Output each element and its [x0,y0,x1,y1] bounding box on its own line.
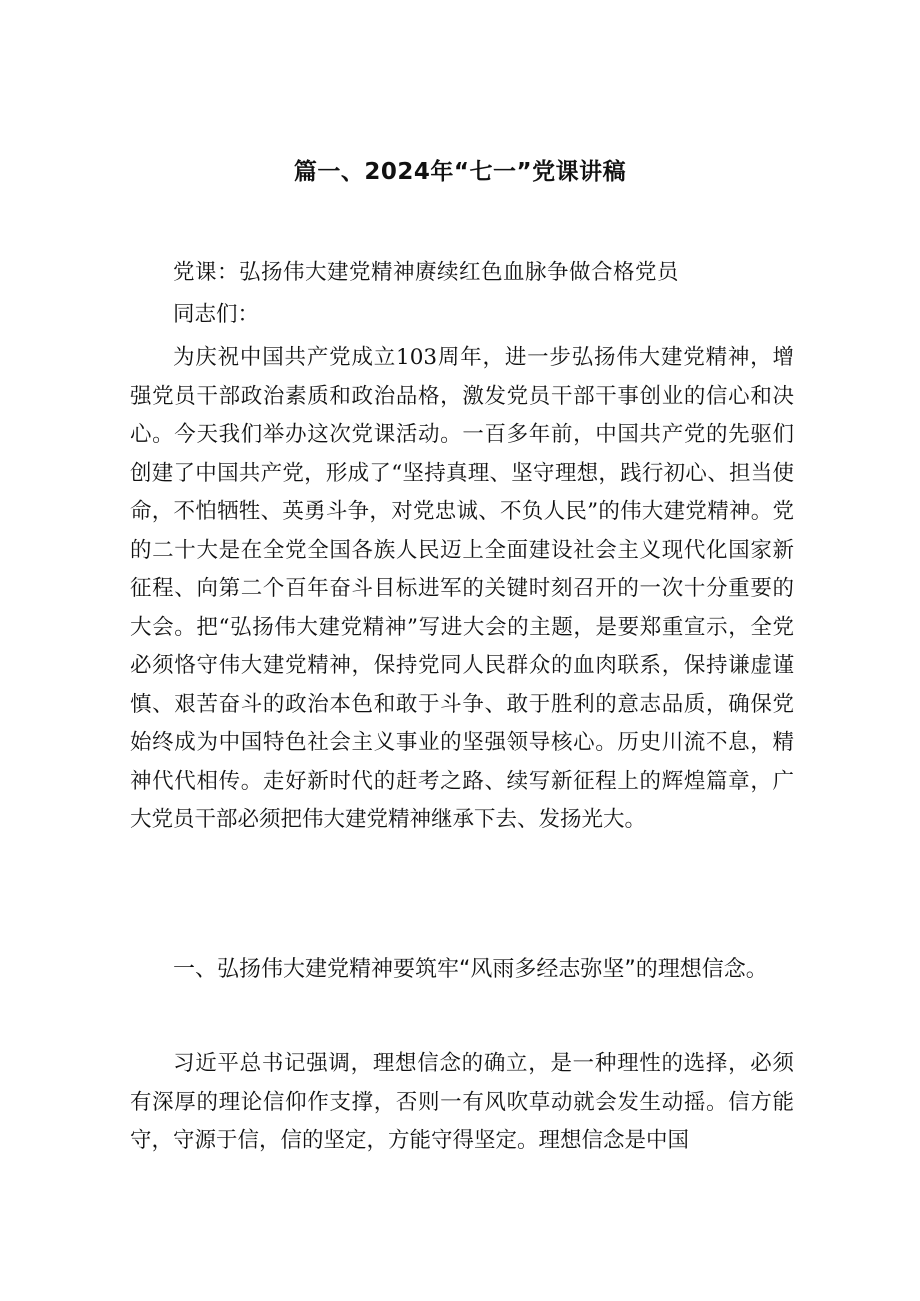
body-paragraph-intro: 为庆祝中国共产党成立103周年，进一步弘扬伟大建党精神，增强党员干部政治素质和政治品格，激发党员干部干事创业的信心和决心。今天我们举办这次党课活动。一百多年前，中国共产党的先驱们创建了中国共产党，形成了“坚持真理、坚守理想，践行初心、担当使命，不怕牺牲、英勇斗争，对党忠诚、不负人民”的伟大建党精神。党的二十大是在全党全国各族人民迈上全面建设社会主义现代化国家新征程、向第二个百年奋斗目标进军的关键时刻召开的一次十分重要的大会。把“弘扬伟大建党精神”写进大会的主题，是要郑重宣示，全党必须恪守伟大建党精神，保持党同人民群众的血肉联系，保持谦虚谨慎、艰苦奋斗的政治本色和敢于斗争、敢于胜利的意志品质，确保党始终成为中国特色社会主义事业的坚强领导核心。历史川流不息，精神代代相传。走好新时代的赶考之路、续写新征程上的辉煌篇章，广大党员干部必须把伟大建党精神继承下去、发扬光大。 [130,345,794,832]
salutation: 同志们： [173,302,260,327]
document-title: 篇一、2024年“七一”党课讲稿 [293,159,627,185]
body-paragraph-section-1: 习近平总书记强调，理想信念的确立，是一种理性的选择，必须有深厚的理论信仰作支撑，否则一有风吹草动就会发生动摇。信方能守，守源于信，信的坚定，方能守得坚定。理想信念是中国 [130,1051,794,1153]
section-heading-1: 一、弘扬伟大建党精神要筑牢“风雨多经志弥坚”的理想信念。 [173,957,768,982]
lecture-subtitle: 党课：弘扬伟大建党精神赓续红色血脉争做合格党员 [173,260,680,285]
